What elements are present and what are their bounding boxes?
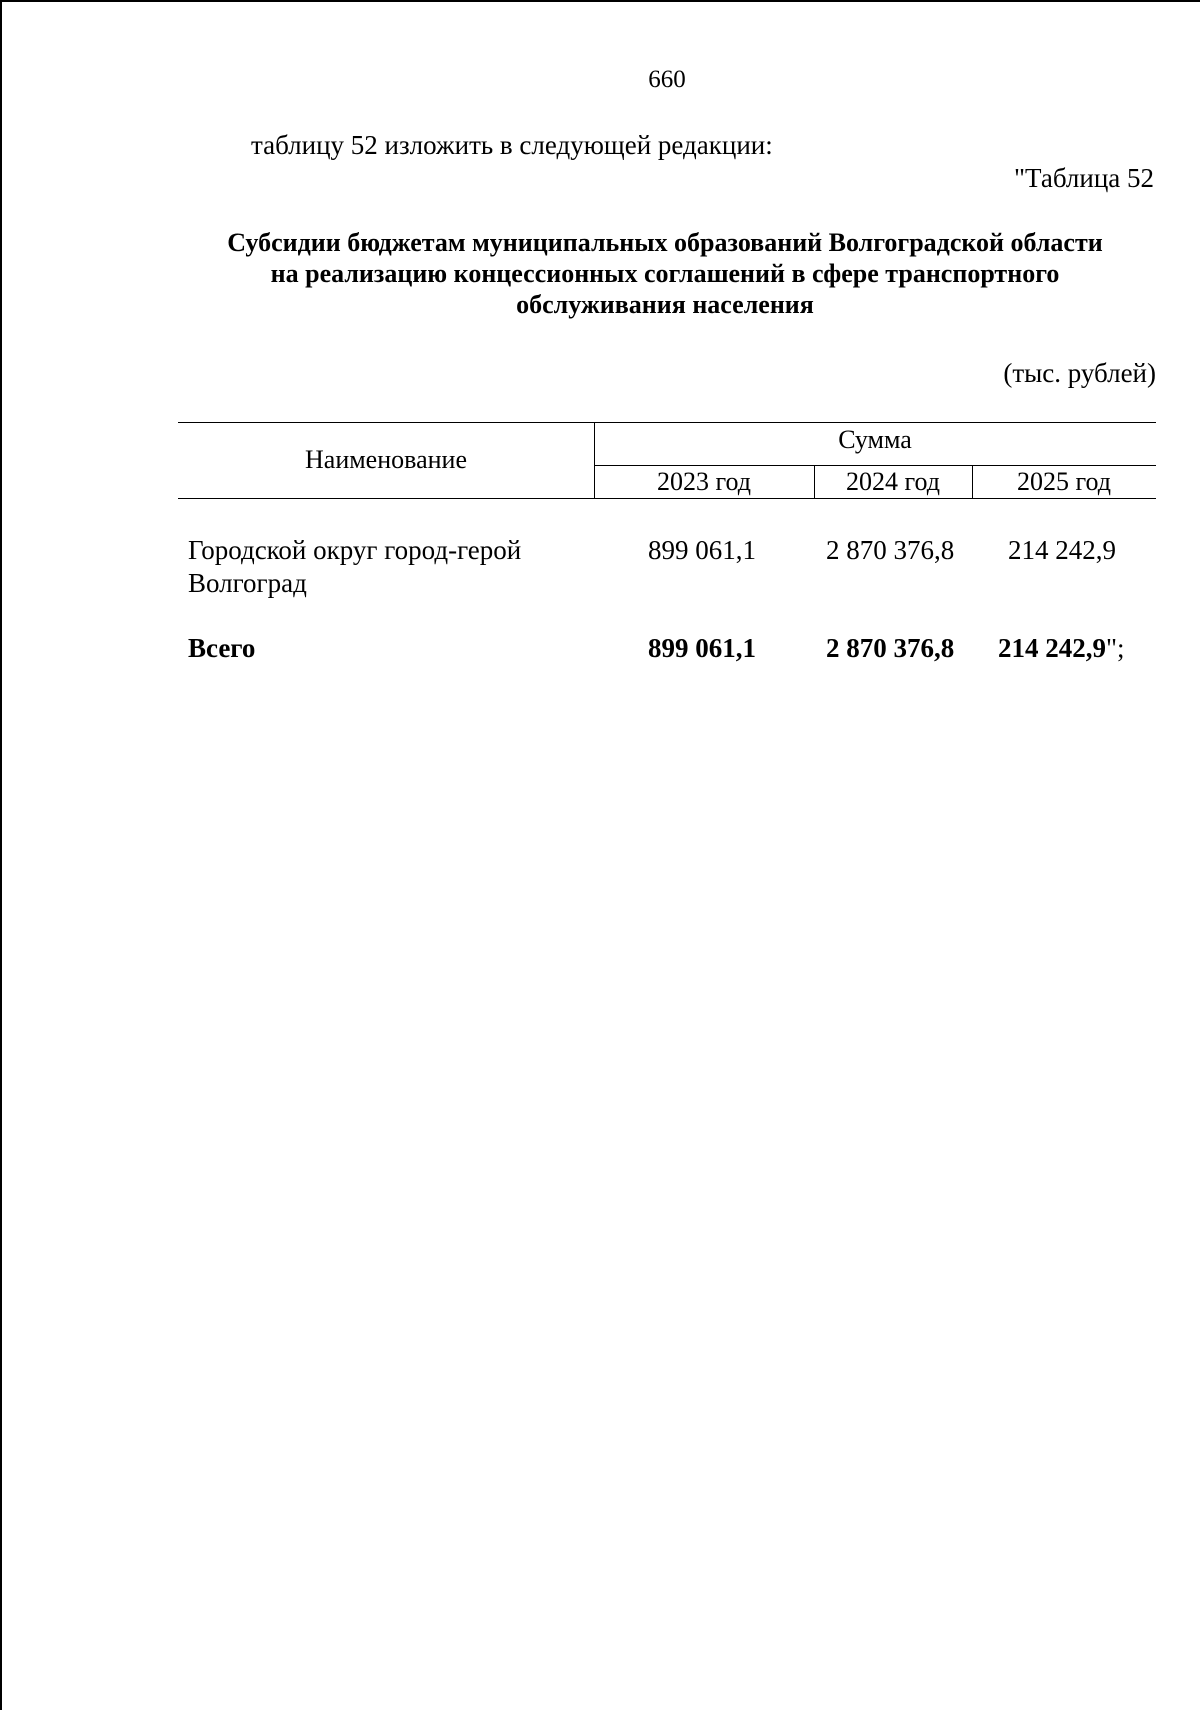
table-header-bottom-border: [178, 498, 1156, 499]
header-year-2023: 2023 год: [657, 467, 751, 496]
page-number: 660: [648, 66, 686, 93]
total-value-2023: 899 061,1: [648, 633, 756, 663]
header-sum: Сумма: [838, 425, 912, 454]
row-name-line-1: Городской округ город-герой: [188, 535, 522, 565]
header-year-2025: 2025 год: [1017, 467, 1111, 496]
row-value-2023: 899 061,1: [648, 535, 756, 565]
total-value-2024: 2 870 376,8: [826, 633, 955, 663]
row-name-line-2: Волгоград: [188, 568, 307, 598]
total-label: Всего: [188, 633, 256, 663]
header-name: Наименование: [305, 445, 467, 474]
title-line-2: на реализацию концессионных соглашений в сфере транспортного: [270, 259, 1060, 288]
title-line-1: Субсидии бюджетам муниципальных образований Волгоградской области: [227, 228, 1103, 257]
table-top-border: [178, 422, 1156, 423]
total-value-2025-number: 214 242,9: [998, 633, 1106, 663]
title-line-3: обслуживания населения: [516, 290, 814, 319]
year-header-divider: [594, 465, 1156, 466]
total-value-2025: [998, 631, 1125, 665]
closing-quote: ";: [1106, 633, 1125, 663]
table-reference: "Таблица 52: [1014, 163, 1154, 193]
units-label: (тыс. рублей): [1003, 358, 1156, 388]
intro-text: таблицу 52 изложить в следующей редакции:: [251, 130, 773, 160]
row-value-2025: 214 242,9: [1008, 535, 1116, 565]
document-title: [160, 227, 1170, 320]
header-year-2024: 2024 год: [846, 467, 940, 496]
row-value-2024: 2 870 376,8: [826, 535, 955, 565]
